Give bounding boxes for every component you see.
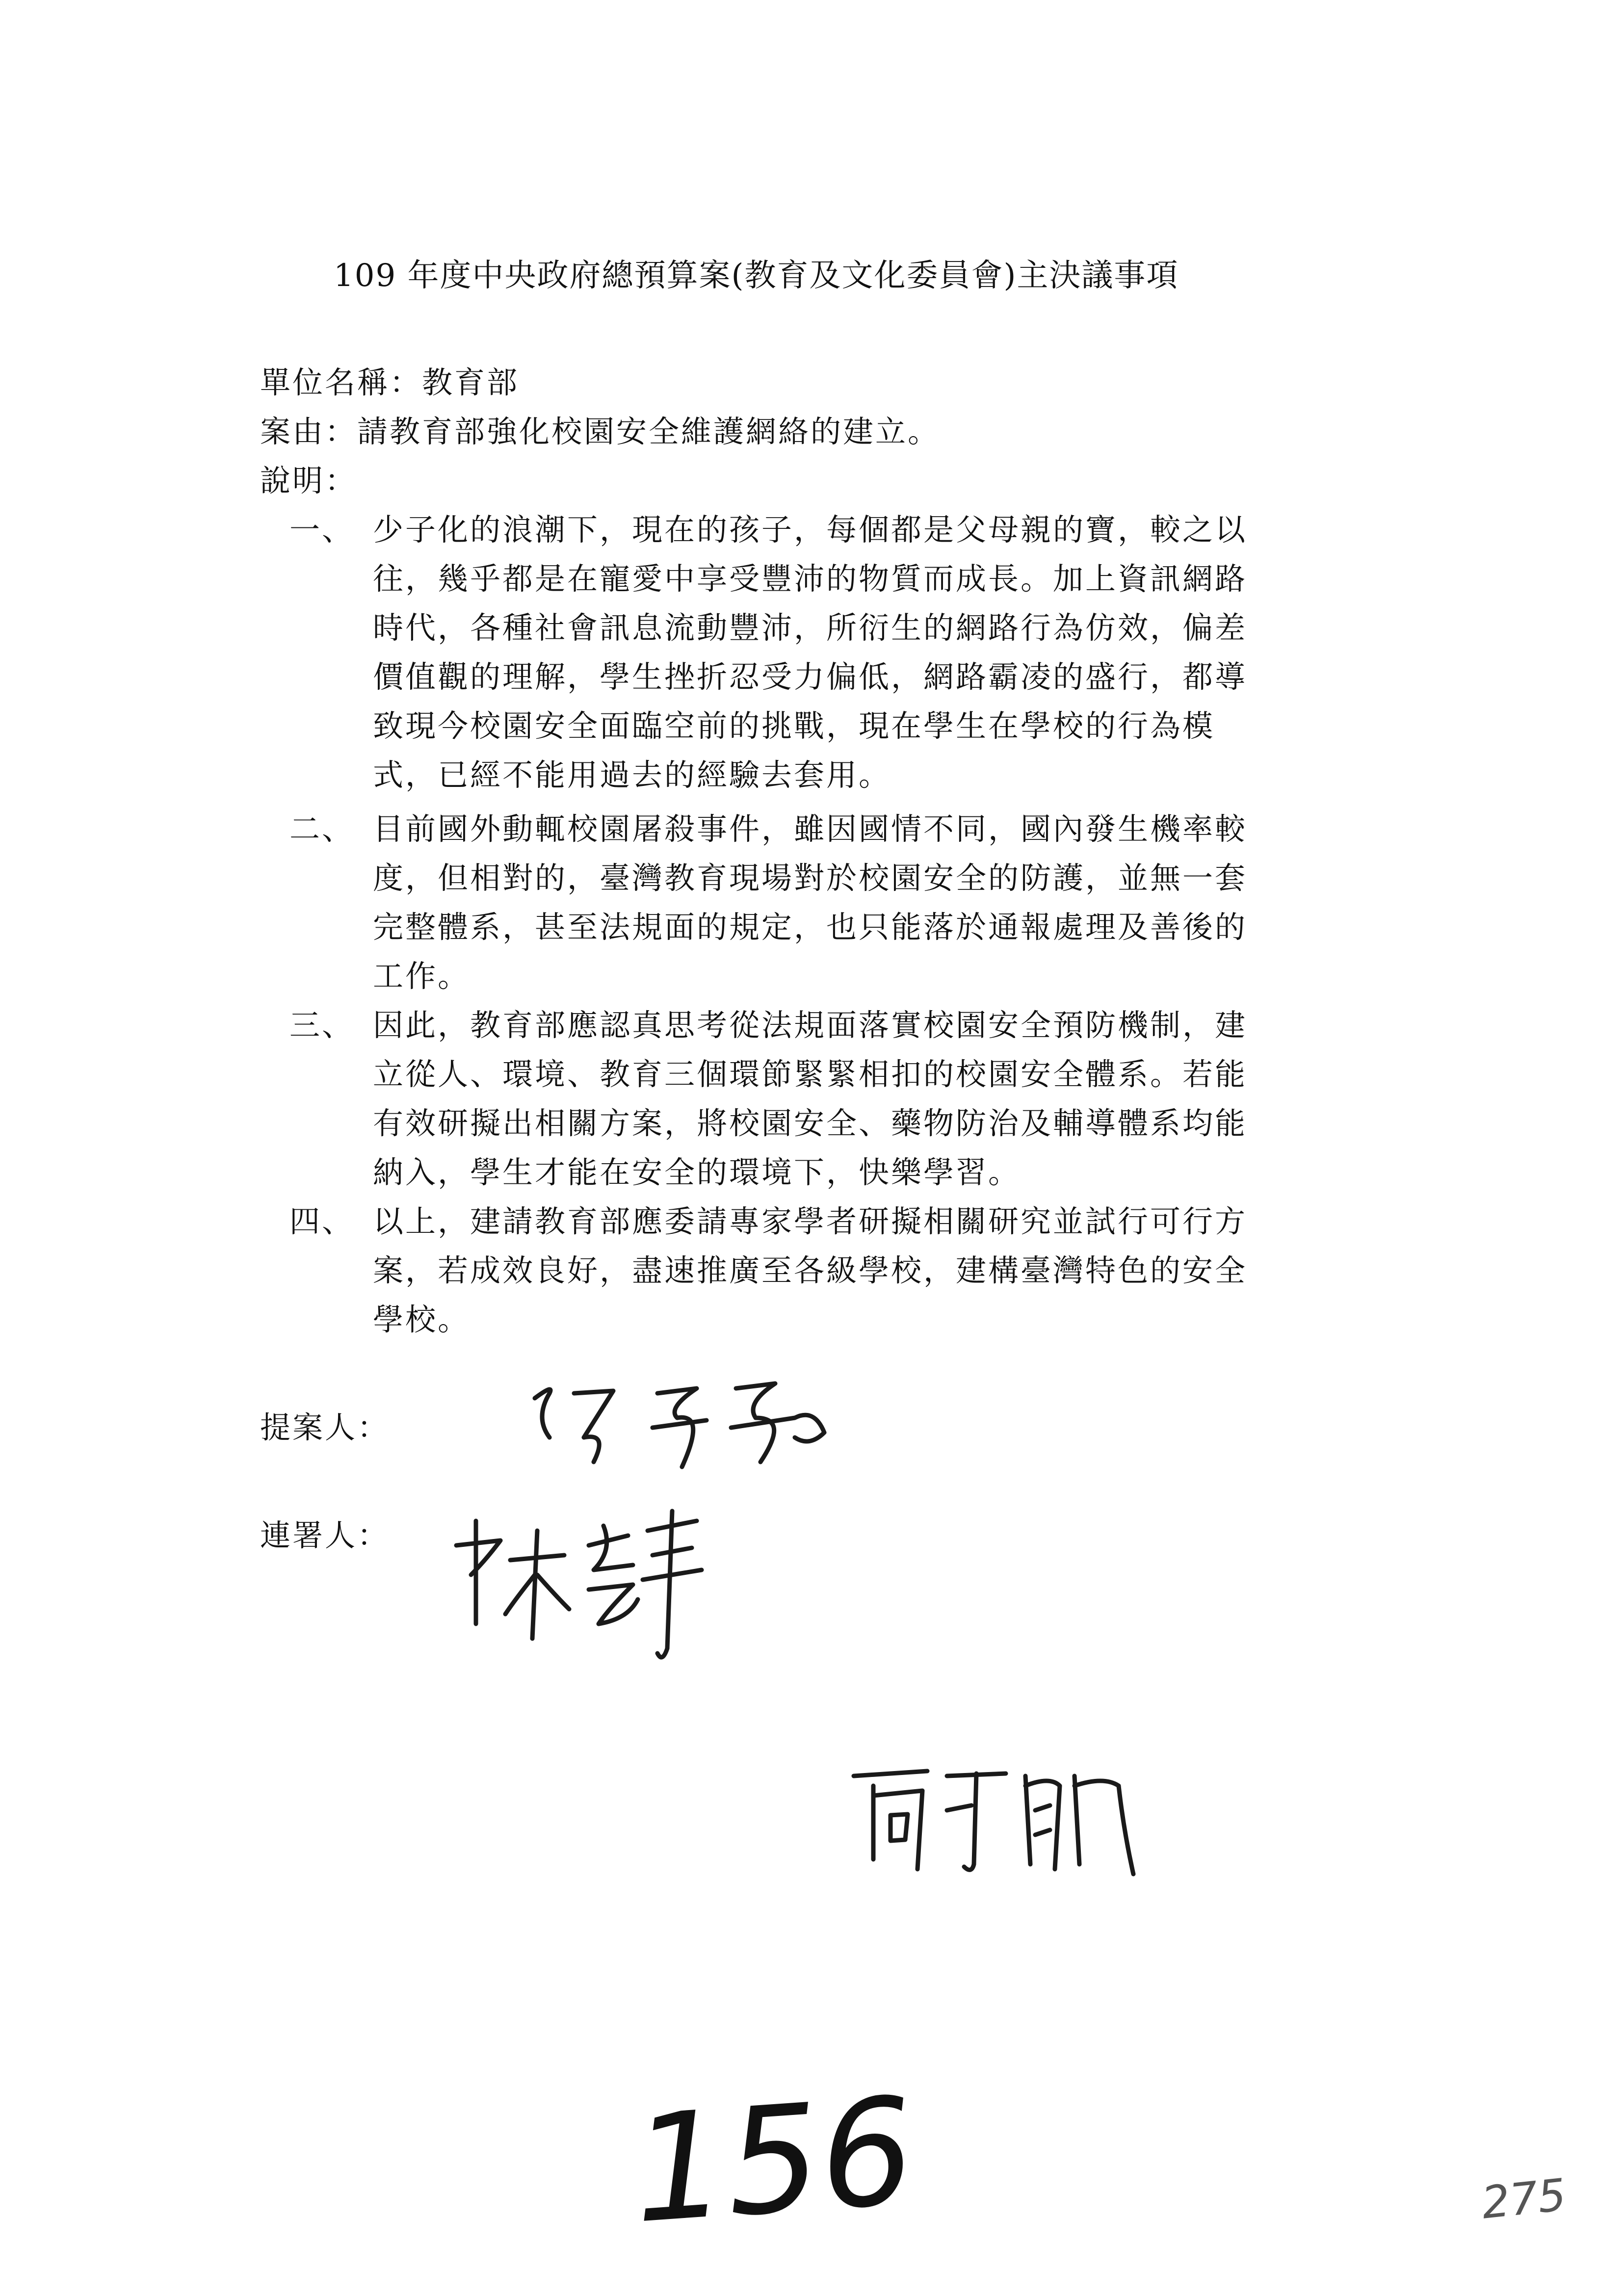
item-line: 往，幾乎都是在寵愛中享受豐沛的物質而成長。加上資訊網路	[373, 561, 1248, 597]
item-line: 因此，教育部應認真思考從法規面落實校園安全預防機制，建	[373, 1007, 1248, 1043]
item-line: 納入，學生才能在安全的環境下，快樂學習。	[373, 1154, 1021, 1190]
cosigner-label: 連署人：	[260, 1517, 390, 1553]
proposer-label: 提案人：	[260, 1409, 390, 1445]
cosigner-signature-1	[442, 1501, 716, 1688]
item-marker: 四、	[289, 1203, 355, 1239]
item-line: 目前國外動輒校園屠殺事件，雖因國情不同，國內發生機率較	[373, 811, 1248, 847]
document-title: 109 年度中央政府總預算案(教育及文化委員會)主決議事項	[334, 258, 1179, 294]
item-line: 度，但相對的，臺灣教育現場對於校園安全的防護，並無一套	[373, 860, 1248, 896]
item-line: 完整體系，甚至法規面的規定，也只能落於通報處理及善後的	[373, 909, 1248, 945]
item-line: 以上，建請教育部應委請專家學者研擬相關研究並試行可行方	[373, 1203, 1248, 1239]
corner-stamp-number: 275	[1479, 2169, 1569, 2229]
proposer-signature	[520, 1364, 864, 1472]
item-line: 時代，各種社會訊息流動豐沛，所衍生的網路行為仿效，偏差	[373, 610, 1248, 646]
item-marker: 三、	[289, 1007, 355, 1043]
item-line: 致現今校園安全面臨空前的挑戰，現在學生在學校的行為模	[373, 708, 1215, 744]
item-line: 有效研擬出相關方案，將校園安全、藥物防治及輔導體系均能	[373, 1105, 1248, 1141]
item-line: 少子化的浪潮下，現在的孩子，每個都是父母親的寶，較之以	[373, 512, 1248, 548]
item-line: 式，已經不能用過去的經驗去套用。	[373, 757, 891, 793]
item-marker: 二、	[289, 811, 355, 847]
item-line: 工作。	[373, 958, 471, 994]
item-line: 立從人、環境、教育三個環節緊緊相扣的校園安全體系。若能	[373, 1056, 1248, 1092]
item-line: 學校。	[373, 1302, 471, 1337]
unit-line: 單位名稱：教育部	[260, 365, 520, 400]
item-line: 價值觀的理解，學生挫折忍受力偏低，網路霸凌的盛行，都導	[373, 659, 1248, 695]
subject-line: 案由：請教育部強化校園安全維護網絡的建立。	[260, 414, 941, 449]
item-line: 案，若成效良好，盡速推廣至各級學校，建構臺灣特色的安全	[373, 1252, 1248, 1288]
cosigner-signature-2	[844, 1756, 1148, 1879]
explanation-label: 說明：	[260, 463, 358, 498]
handwritten-page-number: 156	[627, 2065, 920, 2256]
item-marker: 一、	[289, 512, 355, 548]
